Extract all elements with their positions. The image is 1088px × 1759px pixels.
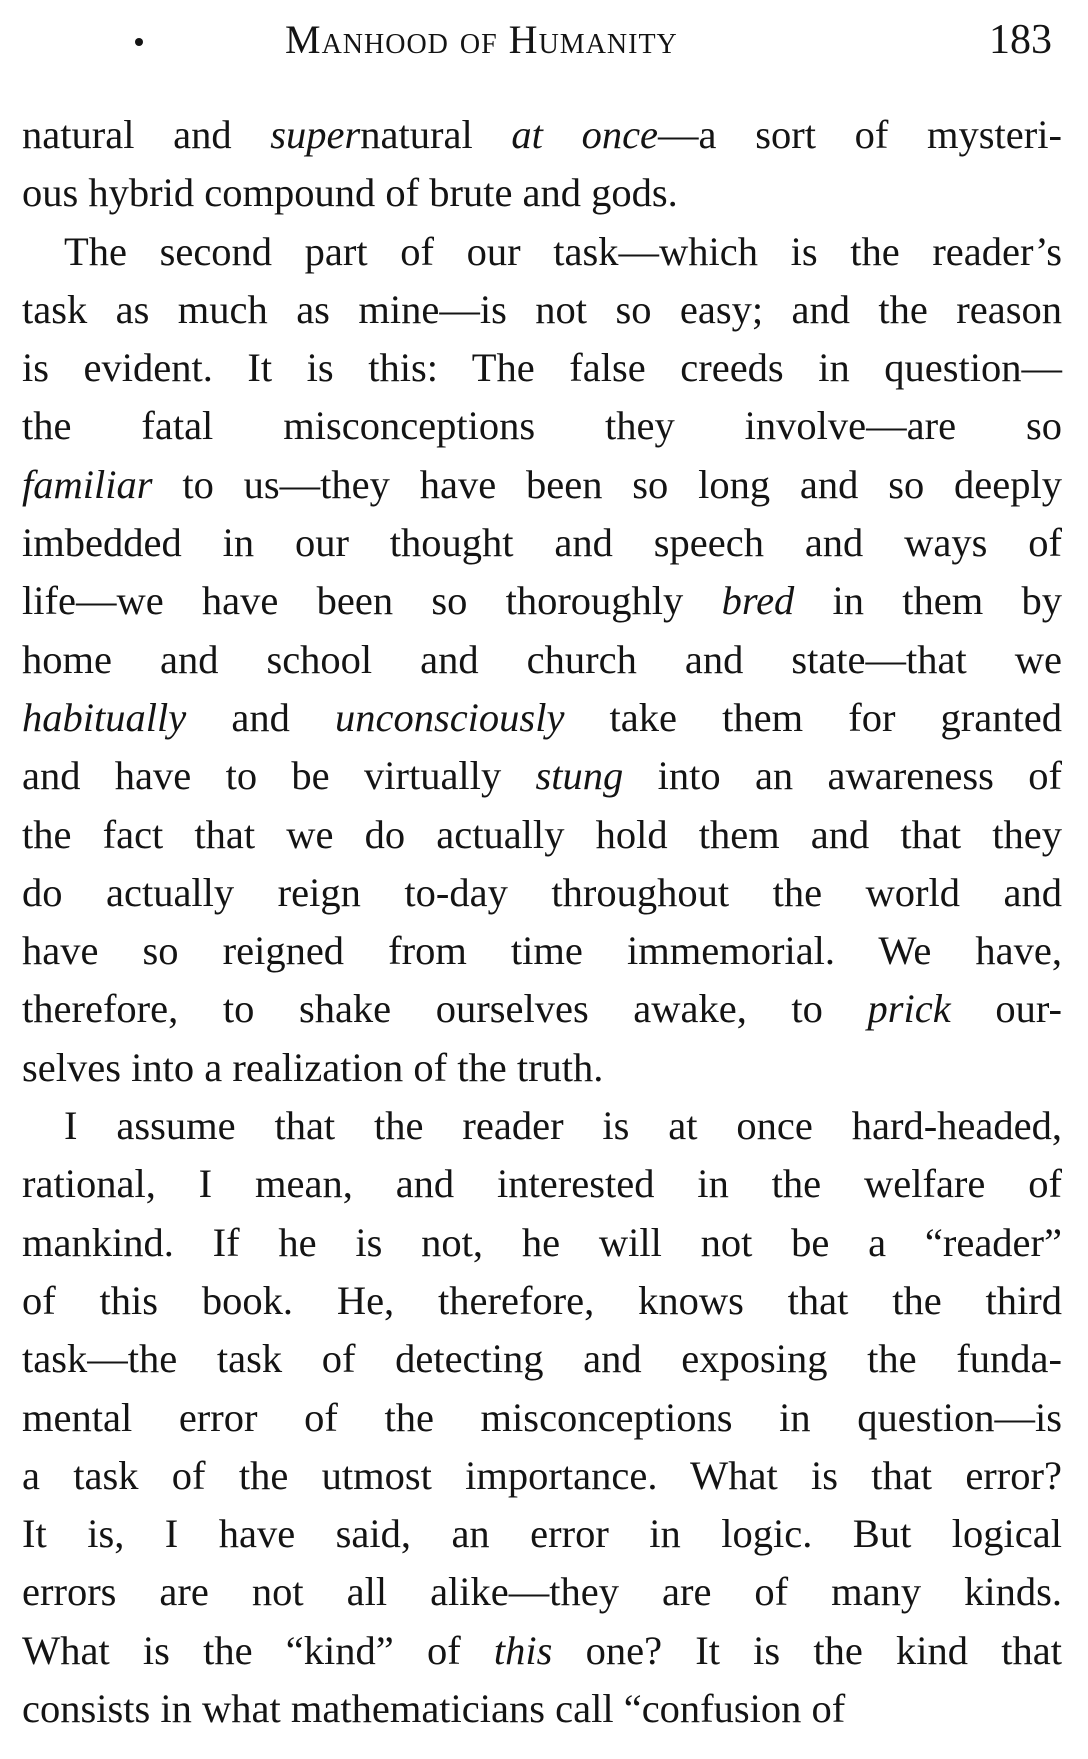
text-line: the fact that we do actually hold them and that they (22, 811, 1062, 857)
text-line: ous hybrid compound of brute and gods. (22, 170, 678, 216)
italic-text: this (493, 1627, 553, 1673)
text-line: What is the “kind” of this one? It is the kind that (22, 1627, 1062, 1673)
text-line: task—the task of detecting and exposing the funda- (22, 1336, 1062, 1382)
paragraph (22, 1097, 1062, 1738)
text-line: therefore, to shake ourselves awake, to prick our- (22, 986, 1062, 1032)
paragraph (22, 106, 1062, 223)
italic-text: habitually (22, 694, 187, 740)
running-title: Manhood of Humanity (285, 17, 678, 62)
text-line: The second part of our task—which is the reader’s (64, 228, 1062, 274)
text-line: do actually reign to-day throughout the world and (22, 869, 1062, 915)
text-line: task as much as mine—is not so easy; and the reason (22, 286, 1062, 332)
text-line: of this book. He, therefore, knows that the third (22, 1277, 1062, 1323)
running-header (0, 14, 1088, 74)
italic-text: prick (867, 986, 951, 1032)
italic-text: bred (721, 578, 795, 624)
text-line: familiar to us—they have been so long and so deeply (22, 461, 1062, 507)
text-line: natural and supernatural at once—a sort of mysteri- (22, 112, 1062, 157)
text-line: It is, I have said, an error in logic. But logical (22, 1511, 1062, 1557)
text-line: rational, I mean, and interested in the welfare of (22, 1161, 1062, 1207)
text-line: a task of the utmost importance. What is that error? (22, 1452, 1062, 1498)
text-line: mankind. If he is not, he will not be a “reader” (22, 1219, 1062, 1265)
italic-text: super (270, 112, 361, 157)
text-line: have so reigned from time immemorial. We have, (22, 928, 1062, 974)
text-line: habitually and unconsciously take them for granted (22, 694, 1062, 740)
italic-text: familiar (22, 461, 153, 507)
text-line: I assume that the reader is at once hard-headed, (64, 1103, 1062, 1149)
header-dot-mark (135, 38, 143, 46)
text-line: the fatal misconceptions they involve—are so (22, 403, 1062, 449)
text-line: home and school and church and state—that we (22, 636, 1062, 682)
text-line: life—we have been so thoroughly bred in them by (22, 578, 1062, 624)
text-line: imbedded in our thought and speech and ways of (22, 520, 1062, 566)
text-line: consists in what mathematicians call “confusion of (22, 1686, 846, 1732)
text-line: errors are not all alike—they are of many kinds. (22, 1569, 1062, 1615)
italic-text: stung (535, 753, 624, 799)
text-line: selves into a realization of the truth. (22, 1044, 604, 1090)
text-line: is evident. It is this: The false creeds in question— (22, 345, 1062, 391)
italic-text: unconsciously (334, 694, 565, 740)
text-line: mental error of the misconceptions in question—is (22, 1394, 1062, 1440)
page-number: 183 (989, 17, 1052, 63)
paragraph (22, 223, 1062, 1097)
text-line: and have to be virtually stung into an awareness of (22, 753, 1062, 799)
body-text (22, 106, 1062, 1738)
italic-text: at once (511, 112, 659, 157)
